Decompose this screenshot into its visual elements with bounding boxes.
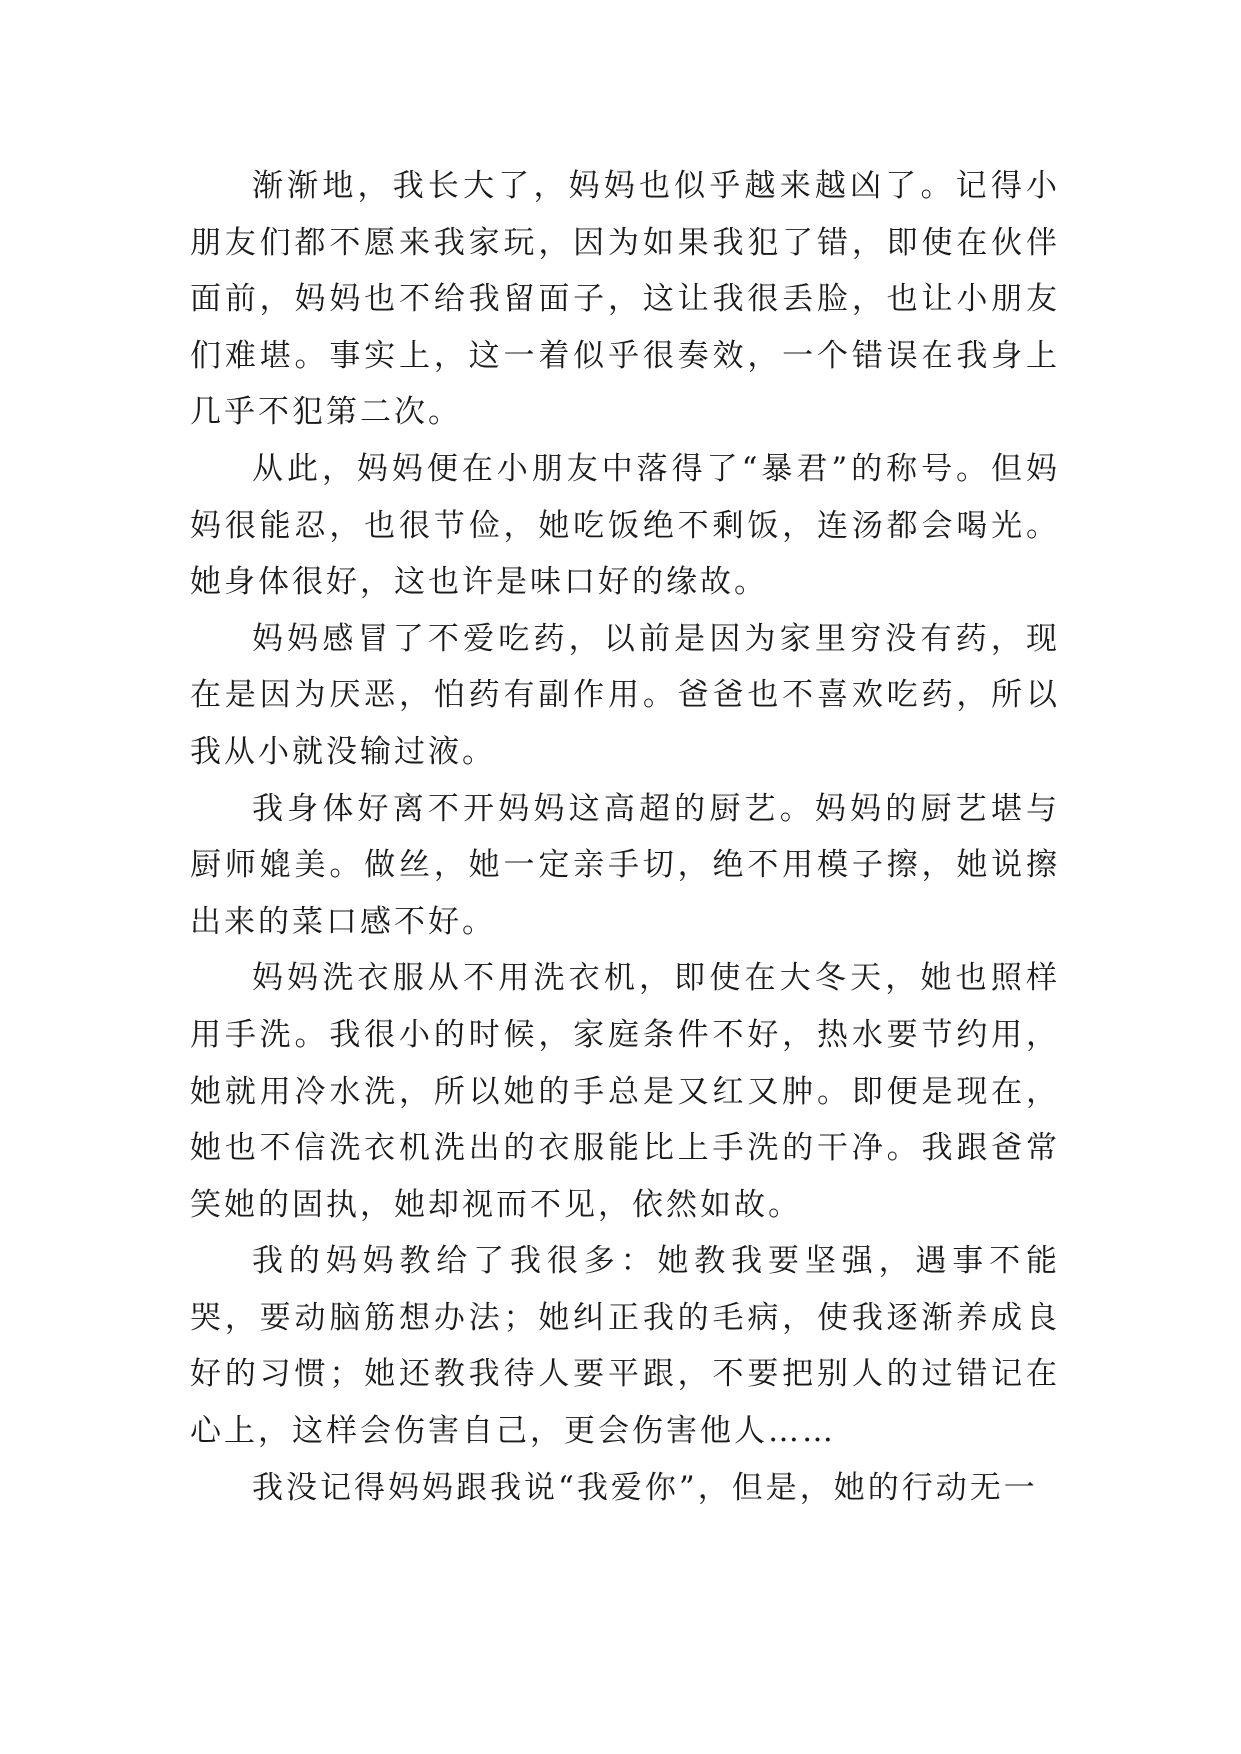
paragraph: 从此，妈妈便在小朋友中落得了“暴君”的称号。但妈妈很能忍，也很节俭，她吃饭绝不剩饭，连汤都会喝光。她身体很好，这也许是味口好的缘故。 [190,450,1060,601]
paragraph: 我的妈妈教给了我很多：她教我要坚强，遇事不能哭，要动脑筋想办法；她纠正我的毛病，使我逐渐养成良好的习惯；她还教我待人要平跟，不要把别人的过错记在心上，这样会伤害自己，更会伤害他人…… [190,1243,1060,1450]
paragraph: 妈妈感冒了不爱吃药，以前是因为家里穷没有药，现在是因为厌恶，怕药有副作用。爸爸也不喜欢吃药，所以我从小就没输过液。 [190,620,1060,770]
paragraph: 渐渐地，我长大了，妈妈也似乎越来越凶了。记得小朋友们都不愿来我家玩，因为如果我犯了错，即使在伙伴面前，妈妈也不给我留面子，这让我很丢脸，也让小朋友们难堪。事实上，这一着似乎很奏效，一个错误在我身上几乎不犯第二次。 [190,168,1060,431]
paragraph: 我身体好离不开妈妈这高超的厨艺。妈妈的厨艺堪与厨师媲美。做丝，她一定亲手切，绝不用模子擦，她说擦出来的菜口感不好。 [190,790,1060,940]
paragraph: 我没记得妈妈跟我说“我爱你”，但是，她的行动无一 [252,1469,1038,1506]
paragraph: 妈妈洗衣服从不用洗衣机，即使在大冬天，她也照样用手洗。我很小的时候，家庭条件不好，热水要节约用，她就用冷水洗，所以她的手总是又红又肿。即便是现在，她也不信洗衣机洗出的衣服能比上手洗的干净。我跟爸常笑她的固执，她却视而不见，依然如故。 [190,960,1060,1223]
essay-body [190,158,1060,1516]
